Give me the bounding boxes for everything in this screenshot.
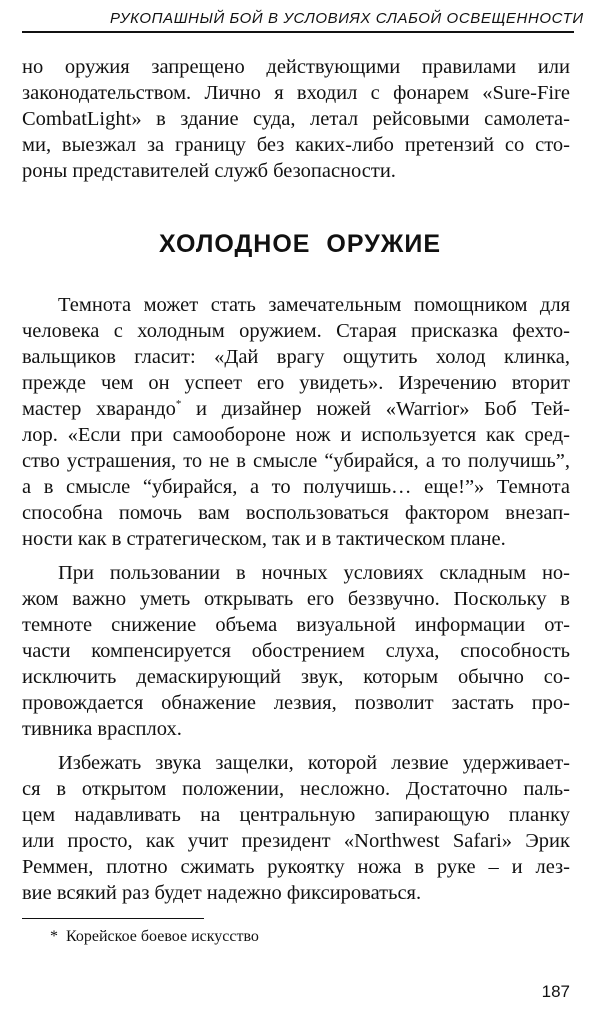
text-line: При пользовании в ночных условиях складным но- xyxy=(58,562,570,584)
footnote-text: Корейское боевое искусство xyxy=(66,928,259,945)
text-line: ности как в стратегическом, так и в тактическом плане. xyxy=(22,528,506,550)
text-line: жом важно уметь открывать его беззвучно. Поскольку в xyxy=(22,588,570,610)
text-line: но оружия запрещено действующими правилами или xyxy=(22,56,570,78)
text-line: а в смысле “убирайся, а то получишь… еще!”» Темнота xyxy=(22,476,570,498)
text-line: лор. «Если при самообороне нож и используется как сред- xyxy=(22,424,570,446)
text-line: ство устрашения, то не в смысле “убирайся, а то получишь”, xyxy=(22,450,570,472)
text-line: темноте снижение объема визуальной информации от- xyxy=(22,614,570,636)
text-line: CombatLight» в здание суда, летал рейсовыми самолета- xyxy=(22,108,570,130)
text-line: тивника врасплох. xyxy=(22,718,182,740)
paragraph-1 xyxy=(22,292,570,552)
text-line: Избежать звука защелки, которой лезвие удерживает- xyxy=(58,752,570,774)
text-line: Реммен, плотно сжимать рукоятку ножа в руке – и лез- xyxy=(22,856,570,878)
section-body xyxy=(22,292,570,914)
text-line: роны представителей служб безопасности. xyxy=(22,160,396,182)
text-line: части компенсируется обострением слуха, способность xyxy=(22,640,570,662)
text-line: вальщиков гласит: «Дай врагу ощутить холод клинка, xyxy=(22,346,570,368)
text-fragment: мастер хварандо xyxy=(22,398,176,420)
text-line-with-footnote xyxy=(22,396,570,422)
text-line: человека с холодным оружием. Старая присказка фехто- xyxy=(22,320,570,342)
paragraph-2 xyxy=(22,560,570,742)
text-line: Темнота может стать замечательным помощником для xyxy=(58,294,570,316)
text-line: прежде чем он успеет его увидеть». Изречению вторит xyxy=(22,372,570,394)
text-line: законодательством. Лично я входил с фонарем «Sure-Fire xyxy=(22,82,570,104)
paragraph-3 xyxy=(22,750,570,906)
intro-paragraph xyxy=(22,54,570,184)
text-line: провождается обнажение лезвия, позволит застать про- xyxy=(22,692,570,714)
text-line: вие всякий раз будет надежно фиксироваться. xyxy=(22,882,422,904)
text-line: цем надавливать на центральную запирающую планку xyxy=(22,804,570,826)
text-line: исключить демаскирующий звук, которым обычно со- xyxy=(22,666,570,688)
text-line: способна помочь вам воспользоваться фактором внезап- xyxy=(22,502,570,524)
footnote xyxy=(50,928,259,946)
page-number: 187 xyxy=(541,982,570,1001)
section-heading: ХОЛОДНОЕ ОРУЖИЕ xyxy=(158,230,442,258)
footnote-mark: * xyxy=(50,928,58,945)
header-rule xyxy=(22,31,574,33)
footnote-marker: * xyxy=(175,398,182,411)
text-line: ми, выезжал за границу без каких-либо претензий со сто- xyxy=(22,134,570,156)
text-fragment: и дизайнер ножей «Warrior» Боб Тей- xyxy=(181,398,570,420)
footnote-rule xyxy=(22,918,204,919)
text-line: ся в открытом положении, несложно. Достаточно паль- xyxy=(22,778,570,800)
text-line: или просто, как учит президент «Northwest Safari» Эрик xyxy=(22,830,570,852)
running-head: РУКОПАШНЫЙ БОЙ В УСЛОВИЯХ СЛАБОЙ ОСВЕЩЕННОСТИ xyxy=(110,10,584,27)
